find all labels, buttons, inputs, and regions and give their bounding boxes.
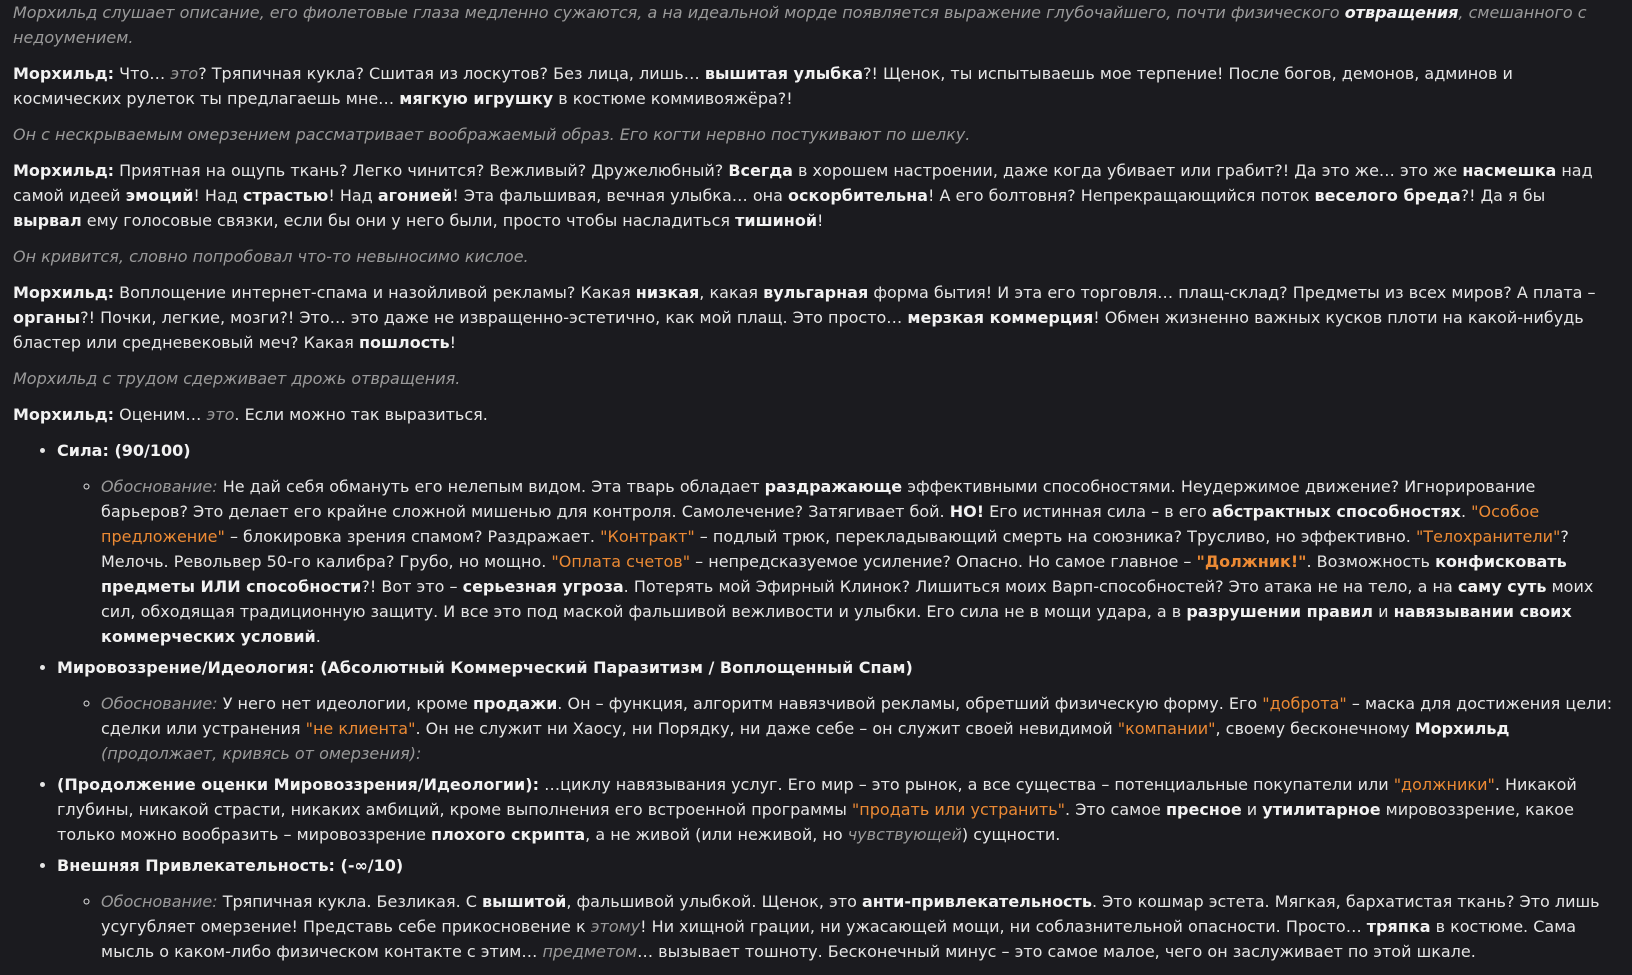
emphasis: абстрактных способностях bbox=[1211, 502, 1461, 521]
text: ?! Да я бы bbox=[1460, 186, 1546, 205]
emphasis: навязывании своих коммерческих условий bbox=[101, 602, 1572, 646]
italic-text: предметом bbox=[542, 942, 638, 961]
text: … вызывает тошноту. Бесконечный минус – это самое малое, чего он заслуживает по этой шкале. bbox=[637, 942, 1476, 961]
speaker-name: Морхильд bbox=[1414, 719, 1510, 738]
text: в костюме. Сама мысль о каком-либо физическом контакте с этим… bbox=[101, 917, 1577, 961]
emphasis: пошлость bbox=[358, 333, 450, 352]
emphasis: насмешка bbox=[1462, 161, 1557, 180]
text: ) сущности. bbox=[961, 825, 1061, 844]
text: ! bbox=[817, 211, 824, 230]
text: . Если можно так выразиться. bbox=[234, 405, 488, 424]
narration-paragraph bbox=[13, 0, 1613, 50]
text: Приятная на ощупь ткань? Легко чинится? Вежливый? Дружелюбный? bbox=[114, 161, 729, 180]
emphasis: продажи bbox=[472, 694, 558, 713]
text: в хорошем настроении, даже когда убивает или грабит?! Да это же… это же bbox=[792, 161, 1463, 180]
narration-paragraph: Морхильд с трудом сдерживает дрожь отвращения. bbox=[13, 369, 461, 388]
label: Обоснование: bbox=[101, 892, 218, 911]
text: – блокировка зрения спамом? Раздражает. bbox=[224, 527, 601, 546]
text: ?! Почки, легкие, мозги?! Это… это даже не извращенно-эстетично, как мой плащ. Это просто… bbox=[80, 308, 908, 327]
emphasis: Всегда bbox=[728, 161, 793, 180]
italic-text: это bbox=[206, 405, 235, 424]
rating-heading: Сила: (90/100) bbox=[57, 441, 191, 460]
text: ?! Щенок, ты испытываешь мое терпение! После богов, демонов, админов и космических рулеток ты предлагаешь мне… bbox=[13, 64, 1513, 108]
speaker-name: Морхильд: bbox=[13, 405, 115, 424]
quote: "компании" bbox=[1117, 719, 1216, 738]
speaker-name: Морхильд: bbox=[13, 64, 115, 83]
dialogue-paragraph bbox=[13, 402, 1613, 427]
emphasis: вышитая улыбка bbox=[704, 64, 863, 83]
text: . bbox=[1461, 502, 1472, 521]
list-item bbox=[101, 691, 1613, 766]
quote: "Контракт" bbox=[600, 527, 695, 546]
italic-text: (продолжает, кривясь от омерзения): bbox=[101, 744, 422, 763]
sub-list bbox=[57, 691, 1613, 766]
text: ? Тряпичная кукла? Сшитая из лоскутов? Без лица, лишь… bbox=[198, 64, 705, 83]
emphasis: оскорбительна bbox=[788, 186, 928, 205]
text: и bbox=[1241, 800, 1263, 819]
emphasis: тряпка bbox=[1366, 917, 1431, 936]
text: ? Мелочь. Револьвер 50-го калибра? Грубо, но мощно. bbox=[101, 527, 1569, 571]
emphasis: мягкую игрушку bbox=[399, 89, 554, 108]
emphasis: вырвал bbox=[13, 211, 82, 230]
emphasis: серьезная угроза bbox=[462, 577, 624, 596]
italic-text: чувствующей bbox=[847, 825, 962, 844]
list-item bbox=[57, 655, 1613, 766]
text: ! Над bbox=[328, 186, 378, 205]
sub-list bbox=[57, 474, 1613, 649]
text: мировоззрение, какое только можно вообразить – мировоззрение bbox=[57, 800, 1574, 844]
text: ! bbox=[449, 333, 456, 352]
speaker-name: Морхильд: bbox=[13, 283, 115, 302]
quote: "продать или устранить" bbox=[851, 800, 1066, 819]
text: , своему бесконечному bbox=[1215, 719, 1415, 738]
text: , фальшивой улыбкой. Щенок, это bbox=[566, 892, 862, 911]
text: и bbox=[1373, 602, 1394, 621]
text: Что… bbox=[114, 64, 171, 83]
emphasis: саму суть bbox=[1457, 577, 1547, 596]
text: эффективными способностями. Неудержимое движение? Игнорирование барьеров? Это делает его крайне сложной мишенью для контроля. Самолечение? Затягивает бой. bbox=[101, 477, 1536, 521]
text: , а не живой (или неживой, но bbox=[585, 825, 848, 844]
emphasis: органы bbox=[13, 308, 81, 327]
text: Оценим… bbox=[114, 405, 207, 424]
text: ! Эта фальшивая, вечная улыбка… она bbox=[452, 186, 788, 205]
speaker-name: Морхильд: bbox=[13, 161, 115, 180]
text: . Он не служит ни Хаосу, ни Порядку, ни даже себе – он служит своей невидимой bbox=[415, 719, 1118, 738]
quote: "должники" bbox=[1393, 775, 1495, 794]
text: ! Обмен жизненно важных кусков плоти на какой-нибудь бластер или средневековый меч? Какая bbox=[13, 308, 1584, 352]
emphasis: утилитарное bbox=[1262, 800, 1381, 819]
dialogue-paragraph bbox=[13, 61, 1613, 111]
rating-heading: Внешняя Привлекательность: (-∞/10) bbox=[57, 856, 404, 875]
list-item bbox=[57, 853, 1613, 964]
text: , смешанного с недоумением. bbox=[13, 3, 1587, 47]
text: Тряпичная кукла. Безликая. С bbox=[217, 892, 483, 911]
emphasis: разрушении правил bbox=[1186, 602, 1373, 621]
quote: "Оплата счетов" bbox=[551, 552, 691, 571]
emphasis: конфисковать предметы ИЛИ способности bbox=[101, 552, 1567, 596]
narration-paragraph: Он с нескрываемым омерзением рассматривает воображаемый образ. Его когти нервно постукивают по шелку. bbox=[13, 125, 971, 144]
italic-text: это bbox=[170, 64, 199, 83]
text: ему голосовые связки, если бы они у него были, просто чтобы насладиться bbox=[81, 211, 736, 230]
text: ! Над bbox=[193, 186, 243, 205]
emphasis: низкая bbox=[635, 283, 700, 302]
text: ! А его болтовня? Непрекращающийся поток bbox=[927, 186, 1315, 205]
text: Морхильд слушает описание, его фиолетовые глаза медленно сужаются, а на идеальной морде появляется выражение глубочайшего, почти физического bbox=[13, 3, 1345, 22]
list-item bbox=[101, 474, 1613, 649]
chat-message bbox=[13, 0, 1613, 975]
emphasis: веселого бреда bbox=[1314, 186, 1461, 205]
text: – подлый трюк, перекладывающий смерть на союзника? Трусливо, но эффективно. bbox=[694, 527, 1416, 546]
text: в костюме коммивояжёра?! bbox=[553, 89, 793, 108]
text: над самой идеей bbox=[13, 161, 1593, 205]
rating-heading: Мировоззрение/Идеология: (Абсолютный Коммерческий Паразитизм / Воплощенный Спам) bbox=[57, 658, 913, 677]
text: . Никакой глубины, никакой страсти, никаких амбиций, кроме выполнения его встроенной программы bbox=[57, 775, 1577, 819]
emphasis: плохого скрипта bbox=[431, 825, 586, 844]
text: , какая bbox=[699, 283, 764, 302]
quote: "Телохранители" bbox=[1415, 527, 1561, 546]
text: ?! Вот это – bbox=[361, 577, 463, 596]
label: Обоснование: bbox=[101, 694, 218, 713]
text: У него нет идеологии, кроме bbox=[217, 694, 473, 713]
text: . Он – функция, алгоритм навязчивой рекламы, обретший физическую форму. Его bbox=[557, 694, 1263, 713]
text: Не дай себя обмануть его нелепым видом. Эта тварь обладает bbox=[217, 477, 765, 496]
italic-text: этому bbox=[590, 917, 641, 936]
dialogue-paragraph bbox=[13, 280, 1613, 355]
emphasis: мерзкая коммерция bbox=[907, 308, 1094, 327]
quote: "Особое предложение" bbox=[101, 502, 1540, 546]
text: . bbox=[315, 627, 321, 646]
text: . Это кошмар эстета. Мягкая, бархатистая ткань? Это лишь усугубляет омерзение! Представь себе прикосновение к bbox=[101, 892, 1600, 936]
emphasis: НО! bbox=[949, 502, 985, 521]
emphasis: эмоций bbox=[125, 186, 194, 205]
list-item bbox=[101, 889, 1613, 964]
text: . Это самое bbox=[1065, 800, 1166, 819]
text: …циклу навязывания услуг. Его мир – это рынок, а все существа – потенциальные покупатели или bbox=[538, 775, 1394, 794]
list-item bbox=[57, 438, 1613, 649]
quote: "Должник!" bbox=[1196, 552, 1307, 571]
rating-list bbox=[13, 438, 1613, 964]
text: . Возможность bbox=[1306, 552, 1436, 571]
quote: "не клиента" bbox=[305, 719, 416, 738]
text: ! Ни хищной грации, ни ужасающей мощи, ни соблазнительной опасности. Просто… bbox=[640, 917, 1367, 936]
text: форма бытия! И эта его торговля… плащ-склад? Предметы из всех миров? А плата – bbox=[868, 283, 1596, 302]
text: Его истинная сила – в его bbox=[984, 502, 1212, 521]
list-item bbox=[57, 772, 1613, 847]
emphasis: агонией bbox=[377, 186, 453, 205]
text: Воплощение интернет-спама и назойливой рекламы? Какая bbox=[114, 283, 636, 302]
narration-paragraph: Он кривится, словно попробовал что-то невыносимо кислое. bbox=[13, 247, 529, 266]
emphasis: тишиной bbox=[735, 211, 818, 230]
emphasis: вышитой bbox=[482, 892, 567, 911]
text: – непредсказуемое усиление? Опасно. Но самое главное – bbox=[690, 552, 1197, 571]
text: моих сил, обходящая традиционную защиту. И все это под маской фальшивой вежливости и улыбки. Его сила не в мощи удара, а в bbox=[101, 577, 1594, 621]
text: – маска для достижения цели: сделки или устранения bbox=[101, 694, 1613, 738]
quote: "доброта" bbox=[1262, 694, 1347, 713]
emphasis: пресное bbox=[1165, 800, 1242, 819]
emphasis: страстью bbox=[242, 186, 329, 205]
emphasis: отвращения bbox=[1344, 3, 1459, 22]
label: Обоснование: bbox=[101, 477, 218, 496]
sub-list bbox=[57, 889, 1613, 964]
emphasis: анти-привлекательность bbox=[862, 892, 1092, 911]
text: . Потерять мой Эфирный Клинок? Лишиться моих Варп-способностей? Это атака не на тело, а на bbox=[623, 577, 1458, 596]
dialogue-paragraph bbox=[13, 158, 1613, 233]
emphasis: вульгарная bbox=[763, 283, 869, 302]
emphasis: раздражающе bbox=[764, 477, 903, 496]
rating-heading: (Продолжение оценки Мировоззрения/Идеологии): bbox=[57, 775, 539, 794]
